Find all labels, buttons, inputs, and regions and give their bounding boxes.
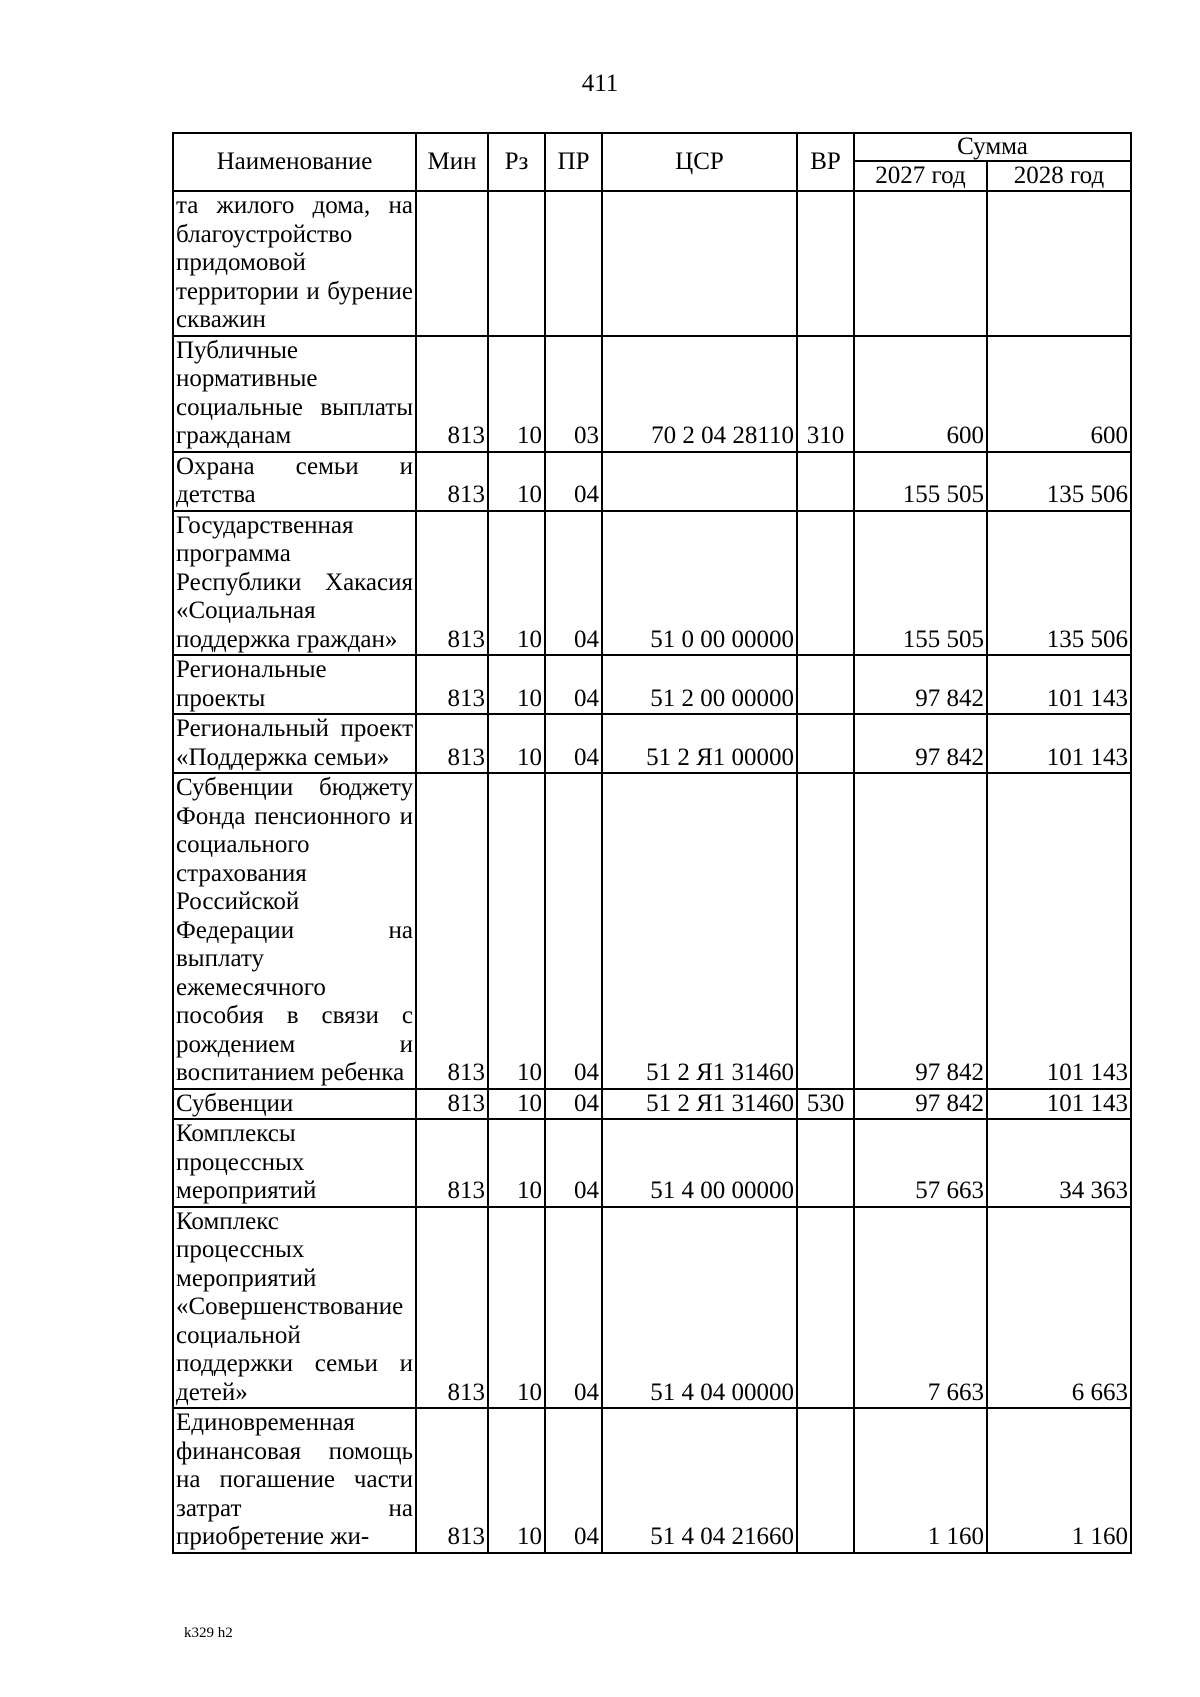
- header-sum: Сумма: [854, 133, 1131, 161]
- row-vr: [797, 452, 854, 511]
- row-rz: 10: [488, 1408, 545, 1553]
- row-csr: 51 0 00 00000: [602, 511, 797, 656]
- table-row: [173, 1408, 1131, 1553]
- row-rz: 10: [488, 336, 545, 452]
- row-min: 813: [416, 1207, 488, 1409]
- header-name: Наименование: [173, 133, 416, 191]
- row-sum-2028: 1 160: [987, 1408, 1131, 1553]
- row-sum-2027: 155 505: [854, 511, 987, 656]
- row-csr: 70 2 04 28110: [602, 336, 797, 452]
- row-csr: 51 2 Я1 31460: [602, 1089, 797, 1120]
- row-name: Публичные нормативные социальные выплаты гражданам: [173, 336, 416, 452]
- header-year-2028: 2028 год: [987, 161, 1131, 191]
- row-pr: 04: [545, 714, 602, 773]
- row-vr: [797, 511, 854, 656]
- header-rz: Рз: [488, 133, 545, 191]
- row-rz: 10: [488, 452, 545, 511]
- row-rz: 10: [488, 1119, 545, 1207]
- row-pr: 04: [545, 1408, 602, 1553]
- row-rz: 10: [488, 714, 545, 773]
- row-name: Региональные проекты: [173, 655, 416, 714]
- row-sum-2028: 34 363: [987, 1119, 1131, 1207]
- row-csr: 51 4 04 21660: [602, 1408, 797, 1553]
- row-rz: 10: [488, 1089, 545, 1120]
- row-vr: [797, 773, 854, 1089]
- row-sum-2027: 97 842: [854, 714, 987, 773]
- row-pr: 04: [545, 1207, 602, 1409]
- row-min: 813: [416, 773, 488, 1089]
- row-name: Региональный проект «Поддержка семьи»: [173, 714, 416, 773]
- row-sum-2028: [987, 191, 1131, 336]
- row-pr: 04: [545, 655, 602, 714]
- row-name: Субвенции бюджету Фонда пенсионного и социального страхования Российской Федерации на выплату ежемесячного пособия в связи с рождением и воспитанием ребенка: [173, 773, 416, 1089]
- row-min: 813: [416, 1119, 488, 1207]
- page-number: 411: [581, 70, 619, 97]
- row-csr: 51 4 04 00000: [602, 1207, 797, 1409]
- table-row: [173, 452, 1131, 511]
- table-row: [173, 714, 1131, 773]
- row-vr: [797, 191, 854, 336]
- row-sum-2027: 97 842: [854, 1089, 987, 1120]
- row-min: 813: [416, 336, 488, 452]
- table-row: [173, 191, 1131, 336]
- row-sum-2027: 97 842: [854, 655, 987, 714]
- row-csr: 51 2 00 00000: [602, 655, 797, 714]
- table-row: [173, 1207, 1131, 1409]
- row-name: Комплекс процессных мероприятий «Совершенствование социальной поддержки семьи и детей»: [173, 1207, 416, 1409]
- row-pr: 04: [545, 511, 602, 656]
- row-vr: 310: [797, 336, 854, 452]
- row-min: 813: [416, 452, 488, 511]
- row-min: 813: [416, 1408, 488, 1553]
- row-vr: [797, 714, 854, 773]
- row-sum-2027: 97 842: [854, 773, 987, 1089]
- row-rz: [488, 191, 545, 336]
- row-pr: [545, 191, 602, 336]
- row-pr: 04: [545, 1089, 602, 1120]
- header-csr: ЦСР: [602, 133, 797, 191]
- header-vr: ВР: [797, 133, 854, 191]
- row-csr: [602, 452, 797, 511]
- row-vr: [797, 1119, 854, 1207]
- row-csr: 51 4 00 00000: [602, 1119, 797, 1207]
- row-name: та жилого дома, на благоустройство придомовой территории и бурение скважин: [173, 191, 416, 336]
- row-name: Субвенции: [173, 1089, 416, 1120]
- row-rz: 10: [488, 1207, 545, 1409]
- row-min: 813: [416, 655, 488, 714]
- row-sum-2028: 600: [987, 336, 1131, 452]
- row-pr: 04: [545, 1119, 602, 1207]
- footer-code: k329 h2: [184, 1625, 233, 1641]
- row-sum-2027: 155 505: [854, 452, 987, 511]
- row-min: 813: [416, 511, 488, 656]
- row-rz: 10: [488, 773, 545, 1089]
- row-csr: 51 2 Я1 00000: [602, 714, 797, 773]
- table-row: [173, 336, 1131, 452]
- row-rz: 10: [488, 655, 545, 714]
- row-pr: 04: [545, 452, 602, 511]
- table-row: [173, 511, 1131, 656]
- row-min: 813: [416, 1089, 488, 1120]
- row-sum-2028: 6 663: [987, 1207, 1131, 1409]
- row-sum-2028: 101 143: [987, 655, 1131, 714]
- row-sum-2028: 101 143: [987, 714, 1131, 773]
- row-sum-2027: 1 160: [854, 1408, 987, 1553]
- row-sum-2027: [854, 191, 987, 336]
- row-vr: [797, 1207, 854, 1409]
- row-sum-2028: 135 506: [987, 452, 1131, 511]
- row-vr: 530: [797, 1089, 854, 1120]
- row-sum-2027: 7 663: [854, 1207, 987, 1409]
- header-pr: ПР: [545, 133, 602, 191]
- header-year-2027: 2027 год: [854, 161, 987, 191]
- header-min: Мин: [416, 133, 488, 191]
- row-name: Комплексы процессных мероприятий: [173, 1119, 416, 1207]
- row-min: 813: [416, 714, 488, 773]
- row-sum-2027: 57 663: [854, 1119, 987, 1207]
- row-name: Единовременная финансовая помощь на погашение части затрат на приобретение жи-: [173, 1408, 416, 1553]
- row-csr: 51 2 Я1 31460: [602, 773, 797, 1089]
- table-row: [173, 1089, 1131, 1120]
- row-csr: [602, 191, 797, 336]
- row-vr: [797, 655, 854, 714]
- row-sum-2027: 600: [854, 336, 987, 452]
- table-row: [173, 655, 1131, 714]
- row-vr: [797, 1408, 854, 1553]
- row-min: [416, 191, 488, 336]
- row-sum-2028: 101 143: [987, 773, 1131, 1089]
- row-pr: 04: [545, 773, 602, 1089]
- row-rz: 10: [488, 511, 545, 656]
- row-name: Охрана семьи и детства: [173, 452, 416, 511]
- table-header: [173, 133, 1131, 191]
- table-row: [173, 1119, 1131, 1207]
- row-name: Государственная программа Республики Хакасия «Социальная поддержка граждан»: [173, 511, 416, 656]
- row-sum-2028: 135 506: [987, 511, 1131, 656]
- row-pr: 03: [545, 336, 602, 452]
- row-sum-2028: 101 143: [987, 1089, 1131, 1120]
- budget-table: [172, 132, 1132, 1554]
- table-row: [173, 773, 1131, 1089]
